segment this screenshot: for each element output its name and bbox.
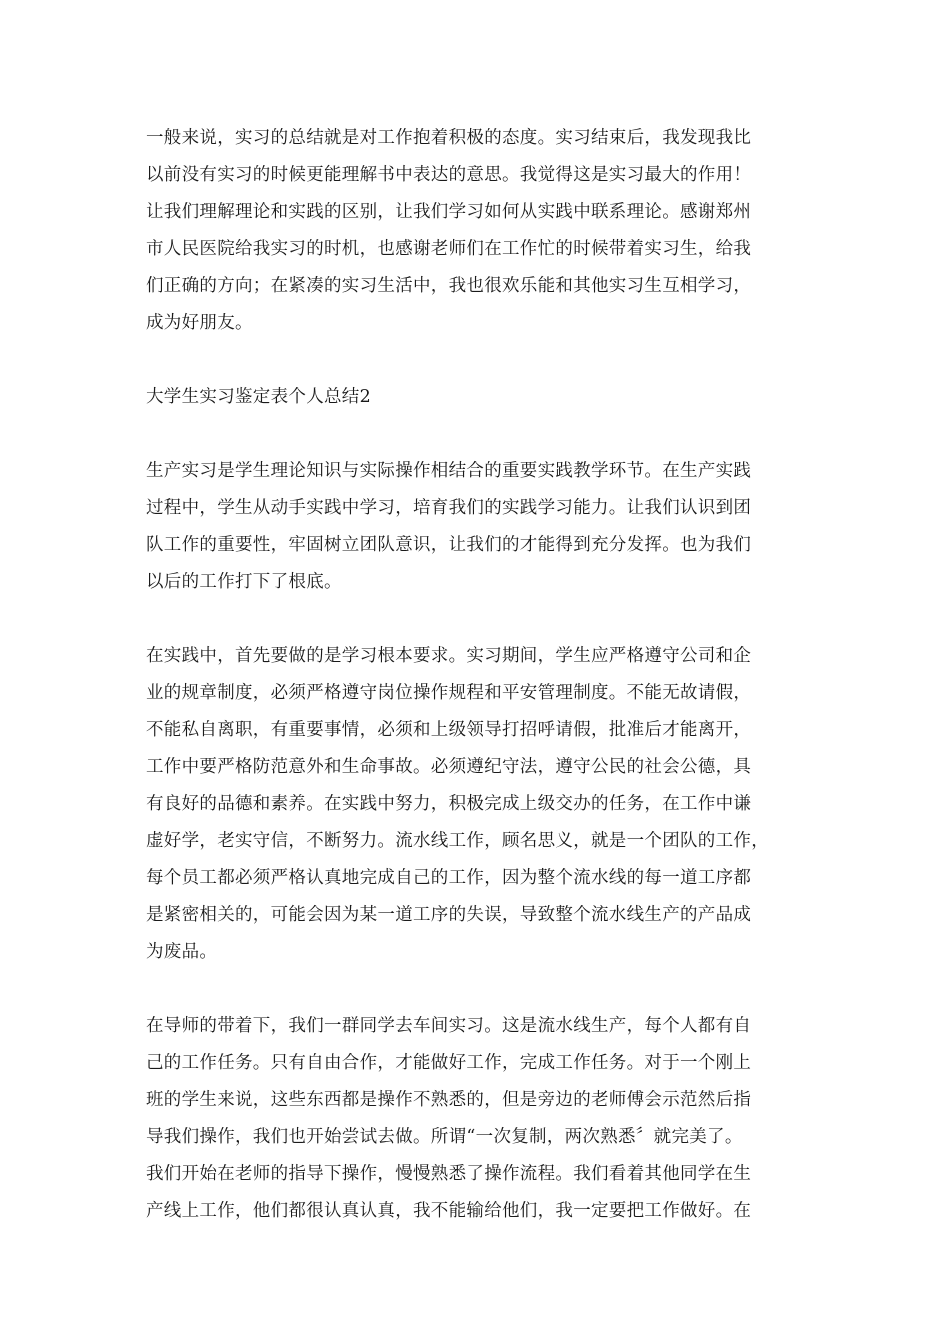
- text-line: 班的学生来说，这些东西都是操作不熟悉的，但是旁边的老师傅会示范然后指: [146, 1090, 752, 1110]
- section-heading: 大学生实习鉴定表个人总结2: [146, 387, 372, 407]
- text-line: 一般来说，实习的总结就是对工作抱着积极的态度。实习结束后，我发现我比: [146, 128, 752, 148]
- document-body: [146, 120, 816, 1230]
- paragraph-basic-requirements: [146, 638, 816, 971]
- text-line: 在导师的带着下，我们一群同学去车间实习。这是流水线生产，每个人都有自: [146, 1016, 752, 1036]
- text-line: 己的工作任务。只有自由合作，才能做好工作，完成工作任务。对于一个刚上: [146, 1053, 752, 1073]
- text-line: 过程中，学生从动手实践中学习，培育我们的实践学习能力。让我们认识到团: [146, 498, 752, 518]
- paragraph-internship-summary: [146, 120, 816, 342]
- paragraph-spacer: [146, 601, 816, 638]
- text-line: 在实践中，首先要做的是学习根本要求。实习期间，学生应严格遵守公司和企: [146, 646, 752, 666]
- text-line: 我们开始在老师的指导下操作，慢慢熟悉了操作流程。我们看着其他同学在生: [146, 1164, 752, 1184]
- text-line: 队工作的重要性，牢固树立团队意识，让我们的才能得到充分发挥。也为我们: [146, 535, 752, 555]
- text-line: 工作中要严格防范意外和生命事故。必须遵纪守法，遵守公民的社会公德，具: [146, 757, 752, 777]
- text-line: 以后的工作打下了根底。: [146, 572, 342, 592]
- paragraph-spacer: [146, 416, 816, 453]
- text-line: 每个员工都必须严格认真地完成自己的工作，因为整个流水线的每一道工序都: [146, 868, 752, 888]
- paragraph-production-practice: [146, 453, 816, 601]
- text-line: 以前没有实习的时候更能理解书中表达的意思。我觉得这是实习最大的作用！: [146, 165, 752, 185]
- text-line: 们正确的方向；在紧凑的实习生活中，我也很欢乐能和其他实习生互相学习，: [146, 276, 752, 296]
- text-line: 让我们理解理论和实践的区别，让我们学习如何从实践中联系理论。感谢郑州: [146, 202, 752, 222]
- text-line: 市人民医院给我实习的时机，也感谢老师们在工作忙的时候带着实习生，给我: [146, 239, 752, 259]
- text-line: 成为好朋友。: [146, 313, 253, 333]
- text-line: 生产实习是学生理论知识与实际操作相结合的重要实践教学环节。在生产实践: [146, 461, 752, 481]
- text-line: 产线上工作，他们都很认真认真，我不能输给他们，我一定要把工作做好。在: [146, 1201, 752, 1221]
- paragraph-spacer: [146, 971, 816, 1008]
- text-line: 导我们操作，我们也开始尝试去做。所谓“一次复制，两次熟悉〞就完美了。: [146, 1127, 743, 1147]
- text-line: 虚好学，老实守信，不断努力。流水线工作，顾名思义，就是一个团队的工作，: [146, 831, 769, 851]
- text-line: 不能私自离职，有重要事情，必须和上级领导打招呼请假，批准后才能离开，: [146, 720, 752, 740]
- text-line: 有良好的品德和素养。在实践中努力，积极完成上级交办的任务，在工作中谦: [146, 794, 752, 814]
- text-line: 为废品。: [146, 942, 218, 962]
- text-line: 业的规章制度，必须严格遵守岗位操作规程和平安管理制度。不能无故请假，: [146, 683, 752, 703]
- paragraph-spacer: [146, 342, 816, 379]
- text-line: 是紧密相关的，可能会因为某一道工序的失误，导致整个流水线生产的产品成: [146, 905, 752, 925]
- paragraph-workshop-practice: [146, 1008, 816, 1230]
